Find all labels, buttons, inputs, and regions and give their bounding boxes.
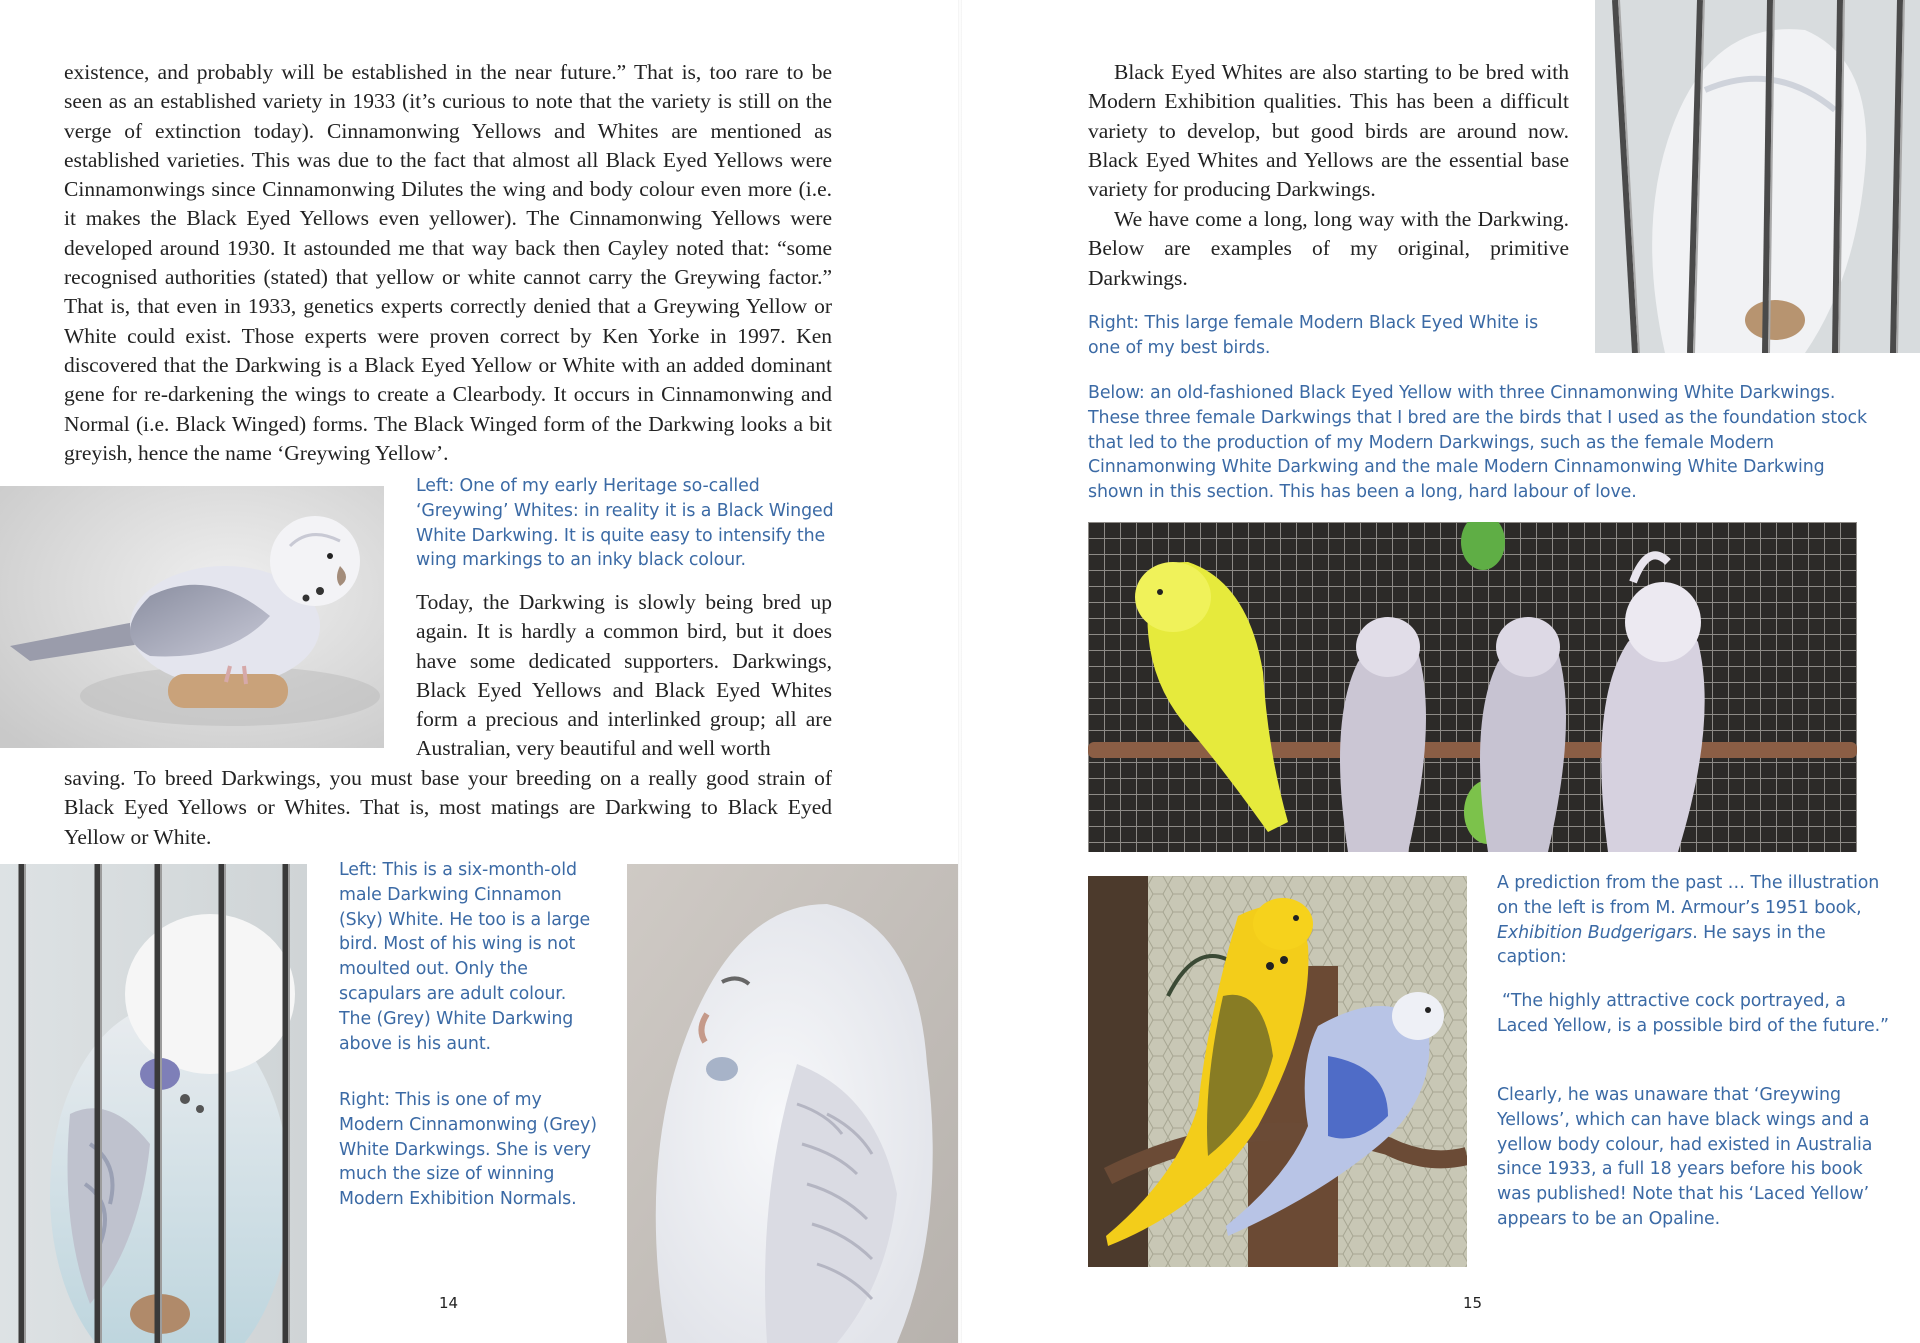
left-paragraph-2-narrow: Today, the Darkwing is slowly being bred up again. It is hardly a common bird, but it does have some dedicated supporters. Darkwings, Black Eyed Yellows and Black Eyed Whites form a precious and interlinked group; all are Australian, very beautiful and well worth: [416, 590, 832, 761]
caption-prediction: [1497, 871, 1897, 970]
photo-female-black-eyed-white: [1595, 0, 1920, 353]
caption-female-black-eyed-white: Right: This large female Modern Black Eyed White is one of my best birds.: [1088, 313, 1539, 358]
caption-clearly: Clearly, he was unaware that ‘Greywing Yellows’, which can have black wings and a yellow body colour, had existed in Australia since 1933, a full 18 years before his book was published! Note that his ‘Laced Yellow’ appears to be an Opaline.: [1497, 1085, 1873, 1229]
caption-prediction-pre: A prediction from the past … The illustration on the left is from M. Armour’s 1951 book,: [1497, 873, 1880, 918]
caption-below-group: Below: an old-fashioned Black Eyed Yellow with three Cinnamonwing White Darkwings. These three female Darkwings that I bred are the birds that I used as the foundation stock that led to the production of my Modern Darkwings, such as the female Modern Cinnamonwing White Darkwing and the male Modern Cinnamonwing White Darkwing shown in this section. This has been a long, hard labour of love.: [1088, 383, 1867, 503]
photo-group-darkwings-perch: [1088, 522, 1857, 852]
page-number-left: 14: [439, 1294, 459, 1312]
page-number-right: 15: [1463, 1294, 1483, 1312]
photo-modern-cinnamonwing-darkwing: [627, 864, 960, 1343]
caption-six-month-male: Left: This is a six-month-old male Darkwing Cinnamon (Sky) White. He too is a large bird. Most of his wing is not moulted out. Only the scapulars are adult colour. The (Grey) White Darkwing above is his aunt.: [339, 860, 591, 1054]
caption-heritage-greywing: Left: One of my early Heritage so-called ‘Greywing’ Whites: in reality it is a Black Winged White Darkwing. It is quite easy to intensify the wing markings to an inky black colour.: [416, 476, 834, 571]
right-paragraph-1: Black Eyed Whites are also starting to be bred with Modern Exhibition qualities. This has been a difficult variety to develop, but good birds are around now. Black Eyed Whites and Yellows are the essential base variety for producing Darkwings.: [1088, 60, 1569, 202]
book-title: Exhibition Budgerigars: [1497, 922, 1693, 943]
photo-six-month-male-darkwing: [0, 864, 307, 1343]
caption-prediction-post: . He says in the caption:: [1497, 922, 1826, 968]
right-page: [960, 0, 1920, 1343]
right-paragraph-2: We have come a long, long way with the Darkwing. Below are examples of my original, primitive Darkwings.: [1088, 207, 1569, 290]
caption-armour-quote: “The highly attractive cock portrayed, a Laced Yellow, is a possible bird of the future.”: [1497, 991, 1889, 1036]
left-paragraph-2-wide: saving. To breed Darkwings, you must base your breeding on a really good strain of Black Eyed Yellows or Whites. That is, most matings are Darkwing to Black Eyed Yellow or White.: [64, 766, 832, 849]
left-paragraph-1: existence, and probably will be established in the near future.” That is, too rare to be seen as an established variety in 1933 (it’s curious to note that the variety is still on the verge of extinction today). Cinnamonwing Yellows and Whites are mentioned as established varieties. This was due to the fact that almost all Black Eyed Yellows were Cinnamonwings since Cinnamonwing Dilutes the wing and body colour even more (i.e. it makes the Black Eyed Yellows even yellower). The Cinnamonwing Yellows were developed around 1930. It astounded me that way back then Cayley noted that: “some recognised authorities (stated) that yellow or white cannot carry the Greywing factor.” That is, that even in 1933, genetics experts correctly denied that a Greywing Yellow or White could exist. Those experts were proven correct by Ken Yorke in 1997. Ken discovered that the Darkwing is a Black Eyed Yellow or White with an added dominant gene for re-darkening the wings to create a Clearbody. It occurs in Cinnamonwing and Normal (i.e. Black Winged) forms. The Black Winged form of the Darkwing looks a bit greyish, hence the name ‘Greywing Yellow’.: [64, 60, 832, 465]
illustration-armour-1951: [1088, 876, 1467, 1267]
caption-modern-cinnamonwing: Right: This is one of my Modern Cinnamonwing (Grey) White Darkwings. She is very much the size of winning Modern Exhibition Normals.: [339, 1090, 597, 1210]
photo-heritage-greywing-white: [0, 486, 384, 748]
